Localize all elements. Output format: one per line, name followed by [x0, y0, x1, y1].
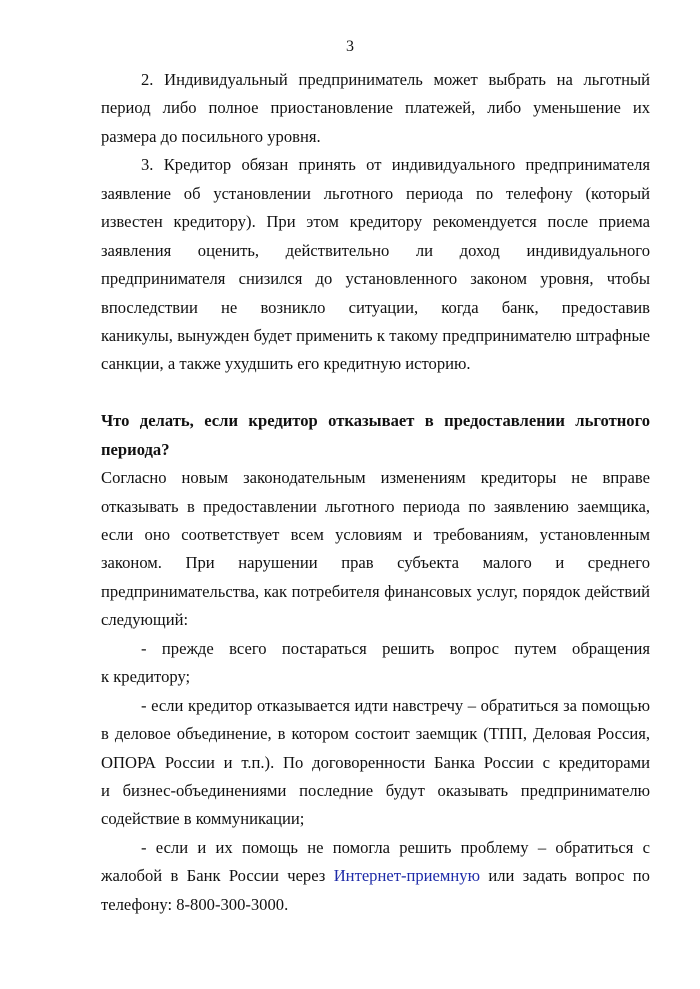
text-line: ОПОРА России и т.п.). По договоренности Банка России с кредиторами [101, 752, 650, 772]
text-line: известен кредитору). При этом кредитору рекомендуется после приема [101, 212, 650, 232]
text-line: 3. Кредитор обязан принять от индивидуального предпринимателя [141, 155, 650, 175]
page-number: 3 [346, 38, 354, 55]
paragraph-intro [101, 464, 650, 635]
text-segment: жалобой в Банк России через [101, 866, 326, 886]
text-line: телефону: 8-800-300-3000. [101, 894, 289, 914]
heading-line: Что делать, если кредитор отказывает в предоставлении льготного [101, 411, 650, 431]
document-body [101, 66, 650, 919]
text-line: период либо полное приостановление платежей, либо уменьшение их [101, 98, 650, 118]
text-line: санкции, а также ухудшить его кредитную историю. [101, 354, 471, 374]
blank-line [101, 379, 650, 407]
text-line: предпринимательства, как потребителя финансовых услуг, порядок действий [101, 581, 650, 601]
text-segment: или задать вопрос по [488, 866, 650, 886]
text-line: 2. Индивидуальный предприниматель может выбрать на льготный [141, 70, 650, 89]
text-line: и бизнес-объединениями последние будут оказывать предпринимателю [101, 780, 650, 800]
text-line: в деловое объединение, в котором состоит заемщик (ТПП, Деловая Россия, [101, 724, 650, 744]
text-line: каникулы, вынужден будет применить к такому предпринимателю штрафные [101, 325, 650, 345]
internet-reception-link[interactable]: Интернет-приемную [333, 866, 481, 886]
list-item [101, 692, 650, 834]
text-line: следующий: [101, 610, 189, 630]
text-line: размера до посильного уровня. [101, 126, 321, 146]
paragraph-item-3 [101, 151, 650, 379]
text-line: заявление об установлении льготного периода по телефону (который [101, 183, 650, 203]
paragraph-item-2 [101, 66, 650, 151]
text-line: Согласно новым законодательным изменениям кредиторы не вправе [101, 468, 650, 488]
list-item [101, 834, 650, 919]
text-line: - прежде всего постараться решить вопрос путем обращения [141, 638, 650, 658]
text-line: заявления оценить, действительно ли доход индивидуального [101, 240, 650, 260]
text-line: содействие в коммуникации; [101, 809, 305, 829]
text-line: если оно соответствует всем условиям и требованиям, установленным [101, 525, 650, 544]
text-line: законом. При нарушении прав субъекта малого и среднего [101, 553, 650, 573]
text-line: - если кредитор отказывается идти навстречу – обратиться за помощью [141, 695, 650, 715]
text-line: отказывать в предоставлении льготного периода по заявлению заемщика, [101, 496, 650, 516]
text-line [101, 862, 650, 890]
heading-line: периода? [101, 439, 170, 459]
text-line: предпринимателя снизился до установленного законом уровня, чтобы [101, 269, 650, 289]
text-line: - если и их помощь не помогла решить проблему – обратиться с [141, 837, 650, 857]
section-heading [101, 407, 650, 464]
list-item [101, 635, 650, 692]
text-line: к кредитору; [101, 667, 191, 687]
text-line: впоследствии не возникло ситуации, когда банк, предоставив [101, 297, 650, 317]
